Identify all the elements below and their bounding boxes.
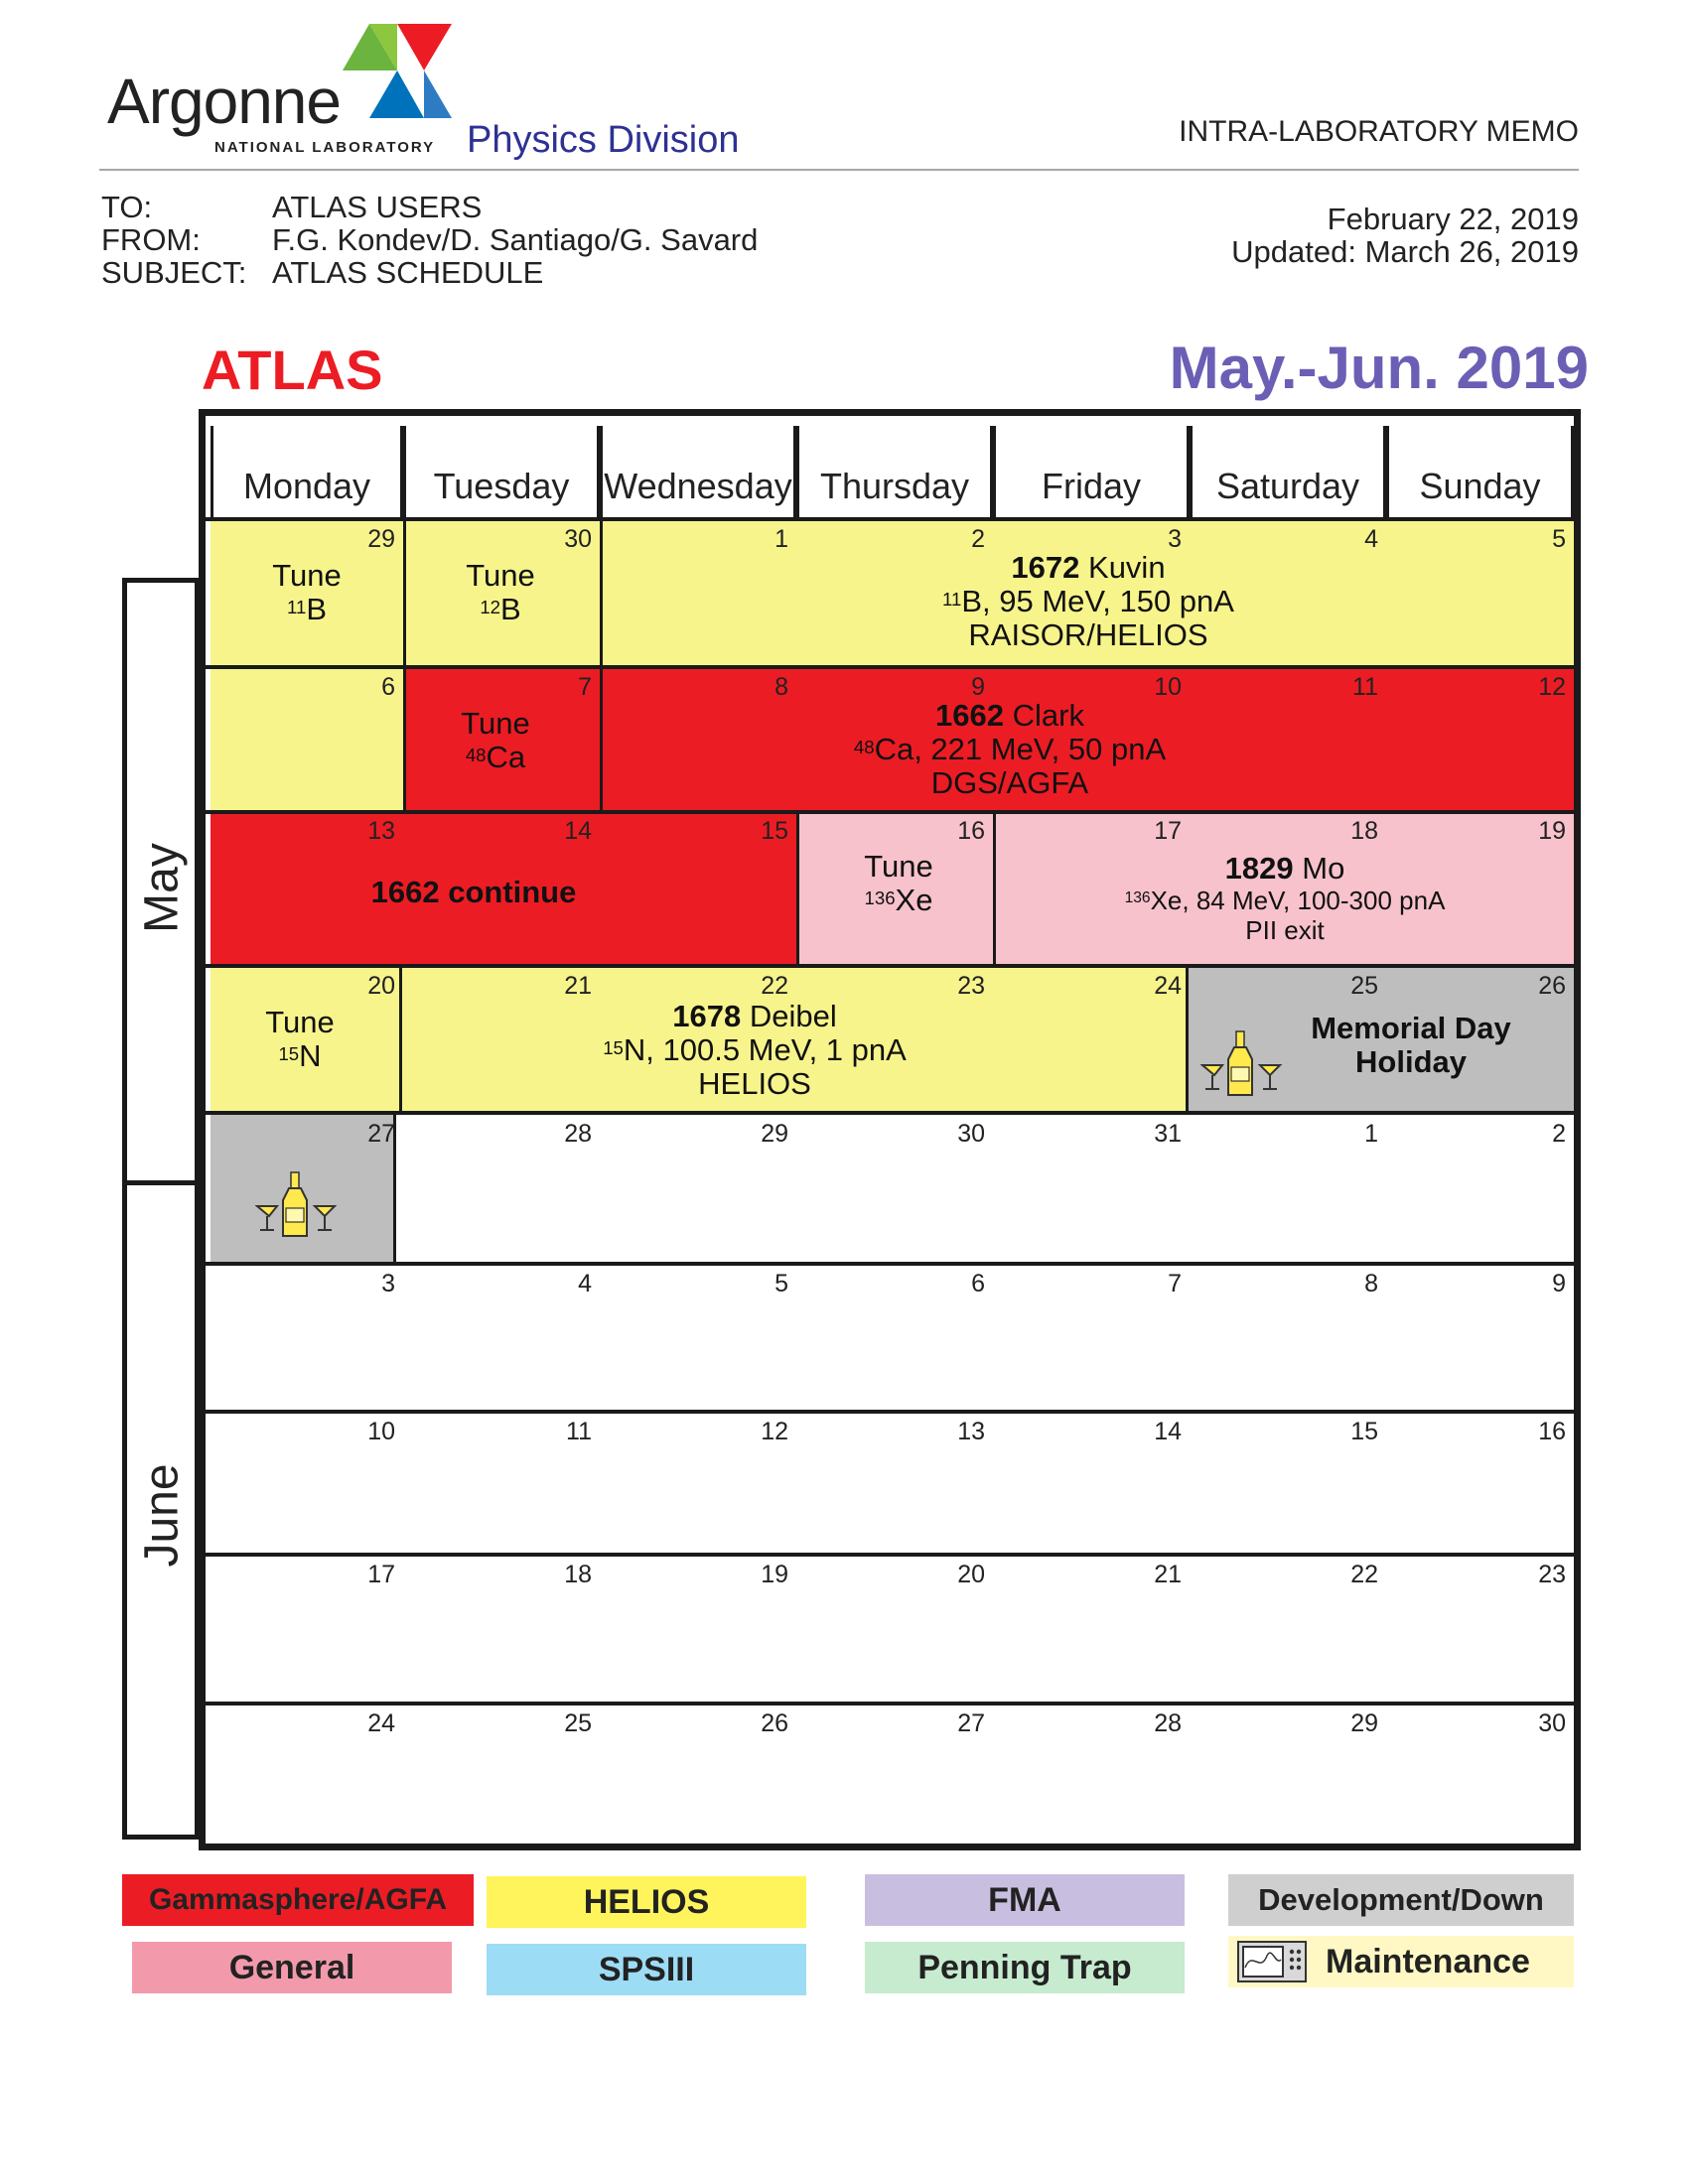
day-number: 11 <box>566 1418 592 1445</box>
logo-subtext: NATIONAL LABORATORY <box>214 139 436 156</box>
day-number: 12 <box>761 1418 788 1445</box>
day-number: 2 <box>1552 1120 1566 1148</box>
event-label: 1662 continue <box>370 875 577 909</box>
day-number: 19 <box>761 1561 788 1588</box>
day-number: 26 <box>761 1709 788 1737</box>
row-divider <box>206 1410 1574 1414</box>
day-number: 16 <box>957 817 985 845</box>
subject-label: SUBJECT: <box>101 255 247 290</box>
event-isotope: $^{12}$B <box>480 592 521 626</box>
event-label: Tune <box>466 558 535 593</box>
row-divider <box>206 1702 1574 1706</box>
day-number: 30 <box>1538 1709 1566 1737</box>
day-number: 29 <box>761 1120 788 1148</box>
oven-icon <box>1236 1940 1308 1983</box>
day-header-thursday: Thursday <box>796 426 993 517</box>
day-number: 11 <box>1352 673 1378 701</box>
day-number: 17 <box>367 1561 395 1588</box>
day-number: 9 <box>1552 1270 1566 1297</box>
event-title: 1678 Deibel <box>672 999 837 1033</box>
day-number: 25 <box>1350 972 1378 1000</box>
event-title: 1829 Mo <box>1224 851 1345 886</box>
legend-penning-trap: Penning Trap <box>865 1942 1185 1993</box>
event-beam: $^{48}$Ca, 221 MeV, 50 pnA <box>853 732 1167 766</box>
argonne-logo-icon <box>343 24 452 123</box>
holiday-line-2: Holiday <box>1355 1044 1467 1079</box>
from-value: F.G. Kondev/D. Santiago/G. Savard <box>272 222 759 257</box>
day-number: 10 <box>1154 673 1182 701</box>
day-number: 15 <box>1350 1418 1378 1445</box>
day-number: 31 <box>1154 1120 1182 1148</box>
day-number: 4 <box>1364 525 1378 553</box>
day-number: 22 <box>761 972 788 1000</box>
event-label: Tune <box>265 1005 335 1039</box>
event-title: 1672 Kuvin <box>1011 550 1166 585</box>
event-beam: $^{15}$N, 100.5 MeV, 1 pnA <box>603 1032 907 1067</box>
day-number: 30 <box>564 525 592 553</box>
day-number: 20 <box>367 972 395 1000</box>
day-number: 5 <box>1552 525 1566 553</box>
day-number: 2 <box>971 525 985 553</box>
day-number: 8 <box>774 673 788 701</box>
legend-gammasphere-agfa: Gammasphere/AGFA <box>122 1874 474 1926</box>
legend-helios: HELIOS <box>487 1876 806 1928</box>
day-number: 14 <box>1154 1418 1182 1445</box>
holiday-line-1: Memorial Day <box>1311 1011 1511 1045</box>
day-number: 21 <box>564 972 592 1000</box>
day-number: 24 <box>1154 972 1182 1000</box>
day-number: 7 <box>578 673 592 701</box>
day-number: 8 <box>1364 1270 1378 1297</box>
legend-general: General <box>132 1942 452 1993</box>
day-number: 7 <box>1168 1270 1182 1297</box>
legend-fma: FMA <box>865 1874 1185 1926</box>
day-number: 5 <box>774 1270 788 1297</box>
day-number: 29 <box>367 525 395 553</box>
day-number: 28 <box>564 1120 592 1148</box>
day-number: 4 <box>578 1270 592 1297</box>
legend-spsiii: SPSIII <box>487 1944 806 1995</box>
month-bar-may <box>122 578 200 1185</box>
event-label: Tune <box>272 558 342 593</box>
event-setup: PII exit <box>1245 915 1325 945</box>
to-value: ATLAS USERS <box>272 190 483 224</box>
day-number: 19 <box>1538 817 1566 845</box>
champagne-icon <box>255 1170 339 1245</box>
period-title: May.-Jun. 2019 <box>1169 335 1589 401</box>
to-label: TO: <box>101 190 153 224</box>
day-number: 13 <box>367 817 395 845</box>
header-divider <box>99 169 1579 171</box>
day-number: 6 <box>971 1270 985 1297</box>
month-label-june: June <box>135 1463 189 1568</box>
schedule-calendar <box>199 409 1581 1850</box>
day-number: 15 <box>761 817 788 845</box>
day-number: 12 <box>1538 673 1566 701</box>
event-1662-continue[interactable] <box>211 814 796 964</box>
month-label-may: May <box>135 843 189 933</box>
event-setup: HELIOS <box>698 1066 811 1101</box>
day-header-monday: Monday <box>211 426 403 517</box>
day-number: 24 <box>367 1709 395 1737</box>
event-1678-deibel[interactable] <box>402 968 1186 1111</box>
day-number: 6 <box>381 673 395 701</box>
day-header-saturday: Saturday <box>1190 426 1386 517</box>
event-setup: DGS/AGFA <box>930 765 1089 800</box>
event-isotope: $^{48}$Ca <box>465 740 526 774</box>
row-divider <box>206 1111 1574 1115</box>
day-number: 9 <box>971 673 985 701</box>
day-number: 27 <box>367 1120 395 1148</box>
day-number: 13 <box>957 1418 985 1445</box>
day-number: 25 <box>564 1709 592 1737</box>
day-number: 3 <box>1168 525 1182 553</box>
day-number: 3 <box>381 1270 395 1297</box>
subject-value: ATLAS SCHEDULE <box>272 255 544 290</box>
day-number: 21 <box>1154 1561 1182 1588</box>
legend-development-down: Development/Down <box>1228 1874 1574 1926</box>
event-isotope: $^{11}$B <box>287 592 327 626</box>
legend-maintenance <box>1228 1936 1574 1987</box>
day-number: 22 <box>1350 1561 1378 1588</box>
row-divider <box>206 1553 1574 1557</box>
day-header-wednesday: Wednesday <box>600 426 796 517</box>
day-number: 20 <box>957 1561 985 1588</box>
month-bar-june <box>122 1180 200 1840</box>
facility-title: ATLAS <box>202 339 383 401</box>
event-isotope: $^{15}$N <box>278 1038 322 1073</box>
event-label: Tune <box>461 706 530 741</box>
day-number: 1 <box>774 525 788 553</box>
day-number: 14 <box>564 817 592 845</box>
day-number: 10 <box>367 1418 395 1445</box>
event-title: 1662 Clark <box>935 698 1084 733</box>
day-header-tuesday: Tuesday <box>403 426 600 517</box>
logo-text: Argonne <box>107 66 341 137</box>
day-header-friday: Friday <box>993 426 1190 517</box>
division-name: Physics Division <box>467 119 740 161</box>
event-isotope: $^{136}$Xe <box>864 883 933 917</box>
event-beam: $^{136}$Xe, 84 MeV, 100-300 pnA <box>1124 886 1446 915</box>
day-number: 17 <box>1154 817 1182 845</box>
day-number: 18 <box>564 1561 592 1588</box>
memo-updated: Updated: March 26, 2019 <box>1231 234 1579 269</box>
day-number: 18 <box>1350 817 1378 845</box>
event-1829-mo[interactable] <box>996 814 1574 964</box>
day-number: 26 <box>1538 972 1566 1000</box>
day-number: 30 <box>957 1120 985 1148</box>
day-number: 27 <box>957 1709 985 1737</box>
day-number: 23 <box>1538 1561 1566 1588</box>
memo-date: February 22, 2019 <box>1327 202 1579 236</box>
day-number: 1 <box>1364 1120 1378 1148</box>
event-setup: RAISOR/HELIOS <box>968 617 1208 652</box>
event-beam: $^{11}$B, 95 MeV, 150 pnA <box>942 584 1234 618</box>
day-header-sunday: Sunday <box>1386 426 1574 517</box>
from-label: FROM: <box>101 222 201 257</box>
memo-type: INTRA-LABORATORY MEMO <box>1179 115 1579 148</box>
day-number: 16 <box>1538 1418 1566 1445</box>
day-number: 28 <box>1154 1709 1182 1737</box>
event-label: Tune <box>864 849 933 884</box>
legend-maintenance-label: Maintenance <box>1326 1942 1530 1980</box>
day-number: 23 <box>957 972 985 1000</box>
day-number: 29 <box>1350 1709 1378 1737</box>
row-divider <box>206 1262 1574 1266</box>
